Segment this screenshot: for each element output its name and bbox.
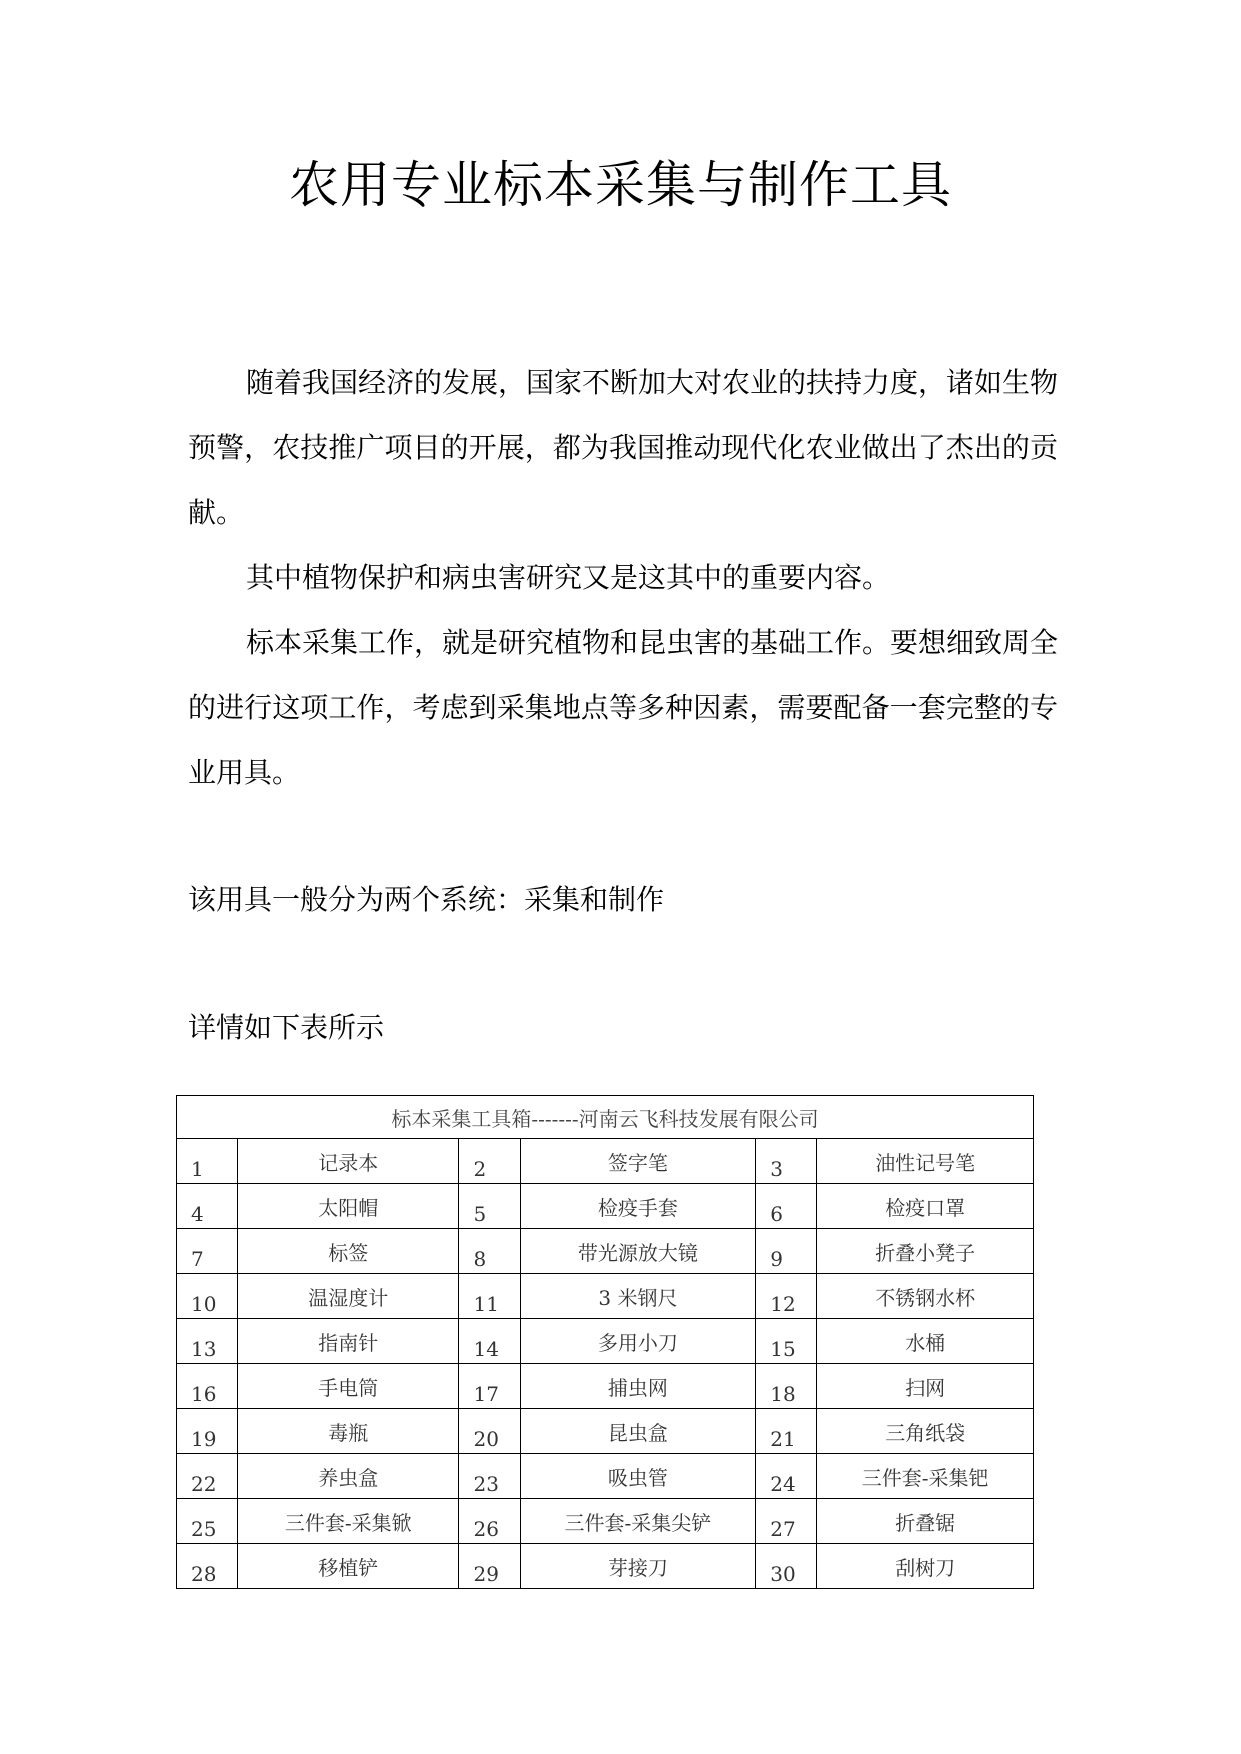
item-name: 芽接刀	[520, 1544, 756, 1589]
tools-table	[176, 1095, 1034, 1589]
item-number: 8	[459, 1229, 520, 1274]
item-name: 折叠锯	[817, 1499, 1034, 1544]
table-row	[177, 1319, 1034, 1364]
specimen-collection-paragraph: 标本采集工作，就是研究植物和昆虫害的基础工作。要想细致周全的进行这项工作，考虑到采集地点等多种因素，需要配备一套完整的专业用具。	[188, 626, 1059, 789]
item-number: 18	[756, 1364, 817, 1409]
item-number: 21	[756, 1409, 817, 1454]
item-number: 13	[177, 1319, 238, 1364]
item-number: 16	[177, 1364, 238, 1409]
item-name: 指南针	[238, 1319, 459, 1364]
item-number: 6	[756, 1184, 817, 1229]
item-number: 22	[177, 1454, 238, 1499]
item-number: 2	[459, 1139, 520, 1184]
item-number: 14	[459, 1319, 520, 1364]
system-line: 该用具一般分为两个系统：采集和制作	[188, 883, 665, 916]
item-name: 太阳帽	[238, 1184, 459, 1229]
item-name: 三件套-采集锨	[238, 1499, 459, 1544]
item-number: 12	[756, 1274, 817, 1319]
item-number: 19	[177, 1409, 238, 1454]
item-number: 29	[459, 1544, 520, 1589]
item-name: 昆虫盒	[520, 1409, 756, 1454]
item-name: 油性记号笔	[817, 1139, 1034, 1184]
item-name: 标签	[238, 1229, 459, 1274]
item-name: 折叠小凳子	[817, 1229, 1034, 1274]
item-name: 3 米钢尺	[520, 1274, 756, 1319]
item-number: 3	[756, 1139, 817, 1184]
item-name: 养虫盒	[238, 1454, 459, 1499]
item-name: 多用小刀	[520, 1319, 756, 1364]
item-name: 检疫口罩	[817, 1184, 1034, 1229]
page-title: 农用专业标本采集与制作工具	[289, 156, 952, 214]
item-number: 24	[756, 1454, 817, 1499]
item-number: 20	[459, 1409, 520, 1454]
item-number: 10	[177, 1274, 238, 1319]
item-number: 7	[177, 1229, 238, 1274]
item-name: 吸虫管	[520, 1454, 756, 1499]
item-number: 27	[756, 1499, 817, 1544]
item-number: 30	[756, 1544, 817, 1589]
item-name: 记录本	[238, 1139, 459, 1184]
table-row	[177, 1274, 1034, 1319]
item-number: 15	[756, 1319, 817, 1364]
item-name: 三件套-采集尖铲	[520, 1499, 756, 1544]
item-number: 23	[459, 1454, 520, 1499]
detail-line: 详情如下表所示	[188, 1011, 385, 1044]
item-name: 手电筒	[238, 1364, 459, 1409]
item-name: 刮树刀	[817, 1544, 1034, 1589]
table-header: 标本采集工具箱-------河南云飞科技发展有限公司	[177, 1096, 1034, 1139]
item-name: 三角纸袋	[817, 1409, 1034, 1454]
plant-protection-paragraph: 其中植物保护和病虫害研究又是这其中的重要内容。	[246, 561, 891, 594]
item-number: 26	[459, 1499, 520, 1544]
table-header-row	[177, 1096, 1034, 1139]
table-row	[177, 1364, 1034, 1409]
table-row	[177, 1229, 1034, 1274]
intro-paragraph: 随着我国经济的发展，国家不断加大对农业的扶持力度，诸如生物预警，农技推广项目的开展，都为我国推动现代化农业做出了杰出的贡献。	[188, 366, 1059, 529]
item-number: 17	[459, 1364, 520, 1409]
table-row	[177, 1139, 1034, 1184]
item-name: 水桶	[817, 1319, 1034, 1364]
item-number: 28	[177, 1544, 238, 1589]
item-number: 5	[459, 1184, 520, 1229]
table-row	[177, 1409, 1034, 1454]
table-row	[177, 1499, 1034, 1544]
item-name: 温湿度计	[238, 1274, 459, 1319]
item-name: 三件套-采集钯	[817, 1454, 1034, 1499]
table-row	[177, 1544, 1034, 1589]
item-number: 11	[459, 1274, 520, 1319]
item-number: 25	[177, 1499, 238, 1544]
item-name: 移植铲	[238, 1544, 459, 1589]
item-name: 签字笔	[520, 1139, 756, 1184]
item-number: 1	[177, 1139, 238, 1184]
item-name: 扫网	[817, 1364, 1034, 1409]
item-name: 带光源放大镜	[520, 1229, 756, 1274]
item-name: 不锈钢水杯	[817, 1274, 1034, 1319]
table-row	[177, 1454, 1034, 1499]
item-name: 毒瓶	[238, 1409, 459, 1454]
item-number: 9	[756, 1229, 817, 1274]
item-name: 捕虫网	[520, 1364, 756, 1409]
item-name: 检疫手套	[520, 1184, 756, 1229]
table-row	[177, 1184, 1034, 1229]
item-number: 4	[177, 1184, 238, 1229]
